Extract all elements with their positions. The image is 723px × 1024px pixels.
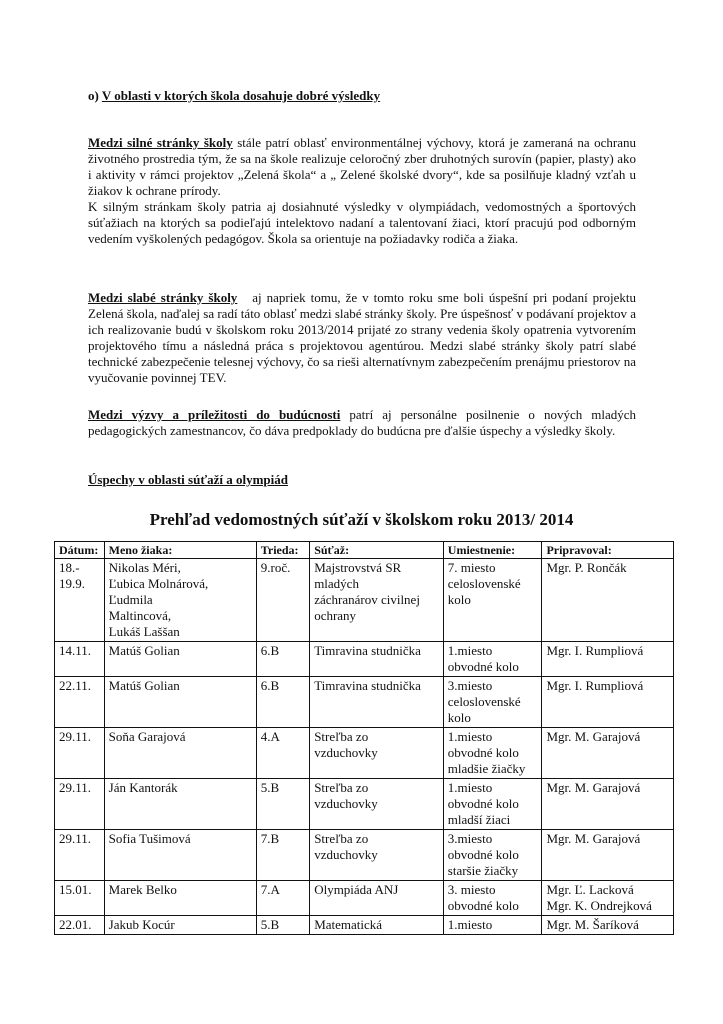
strengths-text-1: stále patrí oblasť environmentálnej výchovy, ktorá je zameraná na ochranu životného prostredia tým, že sa na škole realizuje celoročný zber druhotných surovín (papier, plasty) ako i aktivity v rámci projektov „Zelená škola“ a „ Zelené školské dvory“, kde sa posilňuje kladný vzťah u žiakov k ochrane prírody.: [88, 135, 636, 198]
cell-competition: Olympiáda ANJ: [310, 881, 444, 916]
opportunities-paragraph: [88, 407, 636, 439]
cell-class: 6.B: [256, 642, 309, 677]
cell-placement: 3.miesto obvodné kolo staršie žiačky: [443, 830, 542, 881]
weaknesses-text: aj napriek tomu, že v tomto roku sme boli úspešní pri podaní projektu Zelená škola, naďalej sa radí táto oblasť medzi slabé stránky školy. Pre úspešnosť v podávaní projektov a ich realizovanie budú v školskom roku 2013/2014 prijaté zo strany vedenia školy opatrenia vytvorením projektového tímu a následná práca s projektovou agentúrou. Medzi slabé stránky školy patrí slabé technické zabezpečenie telesnej výchovy, čo sa rieši alternatívnym zabezpečením prenájmu priestorov na vyučovanie povinnej TEV.: [88, 290, 640, 385]
header-class: Trieda:: [256, 542, 309, 559]
cell-date: 22.01.: [55, 916, 105, 935]
cell-student: Sofia Tušimová: [104, 830, 256, 881]
cell-competition: Streľba zo vzduchovky: [310, 779, 444, 830]
cell-date: 15.01.: [55, 881, 105, 916]
header-competition: Súťaž:: [310, 542, 444, 559]
table-row: [55, 642, 674, 677]
table-body: [55, 559, 674, 935]
cell-student: Matúš Golian: [104, 642, 256, 677]
table-header-row: [55, 542, 674, 559]
cell-class: 5.B: [256, 779, 309, 830]
cell-placement: 1.miesto: [443, 916, 542, 935]
cell-teacher: Mgr. P. Rončák: [542, 559, 674, 642]
cell-class: 9.roč.: [256, 559, 309, 642]
cell-teacher: Mgr. I. Rumpliová: [542, 642, 674, 677]
cell-date: 18.- 19.9.: [55, 559, 105, 642]
table-row: [55, 728, 674, 779]
cell-teacher: Mgr. M. Garajová: [542, 728, 674, 779]
cell-class: 5.B: [256, 916, 309, 935]
cell-student: Nikolas Méri, Ľubica Molnárová, Ľudmila Maltincová, Lukáš Laššan: [104, 559, 256, 642]
strengths-paragraph: [88, 135, 636, 247]
cell-placement: 1.miesto obvodné kolo mladšie žiačky: [443, 728, 542, 779]
table-title: Prehľad vedomostných súťaží v školskom roku 2013/ 2014: [149, 510, 574, 529]
cell-student: Marek Belko: [104, 881, 256, 916]
cell-student: Matúš Golian: [104, 677, 256, 728]
cell-class: 4.A: [256, 728, 309, 779]
header-teacher: Pripravoval:: [542, 542, 674, 559]
header-placement: Umiestnenie:: [443, 542, 542, 559]
cell-class: 7.B: [256, 830, 309, 881]
cell-student: Soňa Garajová: [104, 728, 256, 779]
cell-placement: 3. miesto obvodné kolo: [443, 881, 542, 916]
weaknesses-paragraph: [88, 290, 640, 386]
cell-date: 29.11.: [55, 728, 105, 779]
cell-class: 6.B: [256, 677, 309, 728]
cell-teacher: Mgr. I. Rumpliová: [542, 677, 674, 728]
opportunities-lead: Medzi výzvy a príležitosti do budúcnosti: [88, 407, 341, 422]
cell-date: 29.11.: [55, 830, 105, 881]
table-row: [55, 559, 674, 642]
cell-teacher: Mgr. M. Garajová: [542, 779, 674, 830]
table-row: [55, 779, 674, 830]
table-row: [55, 881, 674, 916]
cell-competition: Streľba zo vzduchovky: [310, 728, 444, 779]
cell-placement: 1.miesto obvodné kolo mladší žiaci: [443, 779, 542, 830]
table-row: [55, 916, 674, 935]
cell-date: 22.11.: [55, 677, 105, 728]
competitions-table: [54, 541, 674, 935]
cell-student: Jakub Kocúr: [104, 916, 256, 935]
opportunities-text: patrí aj personálne posilnenie o nových mladých pedagogických zamestnancov, čo dáva predpoklady do budúcna pre ďalšie úspechy a výsledky školy.: [88, 407, 636, 438]
cell-date: 14.11.: [55, 642, 105, 677]
cell-placement: 7. miesto celoslovenské kolo: [443, 559, 542, 642]
table-row: [55, 830, 674, 881]
cell-teacher: Mgr. Ľ. Lacková Mgr. K. Ondrejková: [542, 881, 674, 916]
cell-teacher: Mgr. M. Šaríková: [542, 916, 674, 935]
cell-placement: 3.miesto celoslovenské kolo: [443, 677, 542, 728]
table-row: [55, 677, 674, 728]
header-date: Dátum:: [55, 542, 105, 559]
strengths-text-2: K silným stránkam školy patria aj dosiahnuté výsledky v olympiádach, vedomostných a športových súťažiach na ktorých sa podieľajú intelektovo nadaní a talentovaní žiaci, ktorí pracujú pod odborným vedením vyškolených pedagógov. Škola sa orientuje na požiadavky rodiča a žiaka.: [88, 199, 636, 246]
cell-competition: Streľba zo vzduchovky: [310, 830, 444, 881]
success-heading: Úspechy v oblasti súťaží a olympiád: [88, 472, 288, 487]
cell-competition: Matematická: [310, 916, 444, 935]
weaknesses-lead: Medzi slabé stránky školy: [88, 290, 238, 305]
cell-teacher: Mgr. M. Garajová: [542, 830, 674, 881]
cell-class: 7.A: [256, 881, 309, 916]
section-heading-text: V oblasti v ktorých škola dosahuje dobré výsledky: [101, 88, 381, 103]
cell-date: 29.11.: [55, 779, 105, 830]
section-heading-prefix: o): [88, 88, 99, 103]
strengths-lead: Medzi silné stránky školy: [88, 135, 233, 150]
cell-competition: Timravina studnička: [310, 677, 444, 728]
cell-competition: Majstrovstvá SR mladých záchranárov civilnej ochrany: [310, 559, 444, 642]
header-student: Meno žiaka:: [104, 542, 256, 559]
cell-placement: 1.miesto obvodné kolo: [443, 642, 542, 677]
cell-competition: Timravina studnička: [310, 642, 444, 677]
section-heading: [88, 88, 380, 104]
cell-student: Ján Kantorák: [104, 779, 256, 830]
